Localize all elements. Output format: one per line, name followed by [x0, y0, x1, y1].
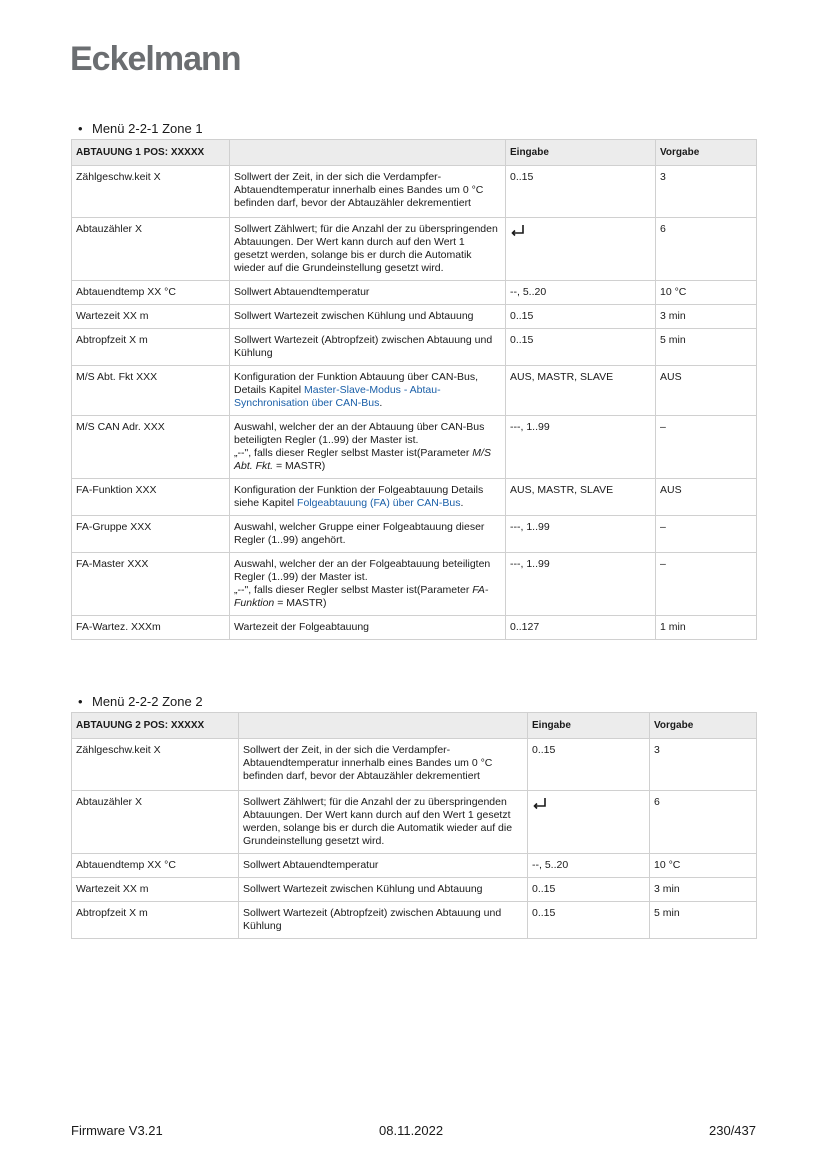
param-input: 0..15 [506, 305, 656, 329]
desc-text: Konfiguration der Funktion Abtauung über CAN-Bus, Details Kapitel [234, 371, 478, 396]
param-desc: Auswahl, welcher Gruppe einer Folgeabtauung dieser Regler (1..99) angehört. [230, 516, 506, 553]
param-default: 6 [650, 791, 757, 854]
table-header-row [72, 713, 757, 739]
param-default: – [656, 553, 757, 616]
table-row [72, 218, 757, 281]
table-row [72, 366, 757, 416]
desc-text: „--", falls dieser Regler selbst Master ist(Parameter [234, 584, 473, 596]
header-cell: ABTAUUNG 2 POS: XXXXX [72, 713, 239, 739]
desc-text: Konfiguration der Funktion der Folgeabtauung Details siehe Kapitel [234, 484, 484, 509]
table-row [72, 166, 757, 218]
param-desc: Sollwert Zählwert; für die Anzahl der zu überspringenden Abtauungen. Der Wert kann durch auf den Wert 1 gesetzt werden, solange bis er durch die Automatik wieder auf die Grundeinstellung gesetzt wird. [239, 791, 528, 854]
enter-icon [510, 223, 526, 237]
header-cell: Vorgabe [656, 140, 757, 166]
param-input: --, 5..20 [528, 854, 650, 878]
table-row [72, 616, 757, 640]
param-name: FA-Funktion XXX [72, 479, 230, 516]
section-heading-text: Menü 2-2-1 Zone 1 [92, 121, 203, 136]
param-desc: Sollwert Wartezeit (Abtropfzeit) zwischen Abtauung und Kühlung [230, 329, 506, 366]
param-input: 0..15 [528, 739, 650, 791]
param-default: 10 °C [650, 854, 757, 878]
param-desc [230, 553, 506, 616]
param-name: FA-Wartez. XXXm [72, 616, 230, 640]
table-row [72, 329, 757, 366]
header-cell: ABTAUUNG 1 POS: XXXXX [72, 140, 230, 166]
param-input [528, 791, 650, 854]
param-default: 5 min [656, 329, 757, 366]
table-row [72, 854, 757, 878]
param-name: Abtauzähler X [72, 218, 230, 281]
param-input: 0..127 [506, 616, 656, 640]
param-default: AUS [656, 366, 757, 416]
param-name: M/S Abt. Fkt XXX [72, 366, 230, 416]
header-cell: Eingabe [528, 713, 650, 739]
desc-text: Auswahl, welcher der an der Abtauung über CAN-Bus beteiligten Regler (1..99) der Master ist. [234, 421, 485, 446]
param-name: Abtauendtemp XX °C [72, 854, 239, 878]
bullet-icon: • [78, 694, 83, 709]
param-default: 3 [650, 739, 757, 791]
footer-firmware: Firmware V3.21 [71, 1123, 163, 1138]
section-heading-zone-2 [78, 694, 203, 709]
param-default: 5 min [650, 902, 757, 939]
table-row [72, 416, 757, 479]
param-name: Abtropfzeit X m [72, 902, 239, 939]
param-desc: Sollwert Wartezeit zwischen Kühlung und Abtauung [239, 878, 528, 902]
param-name: FA-Master XXX [72, 553, 230, 616]
param-input [506, 218, 656, 281]
eckelmann-logo: Eckelmann [70, 40, 241, 78]
param-default: 3 min [650, 878, 757, 902]
param-desc [230, 366, 506, 416]
table-row [72, 516, 757, 553]
param-input: AUS, MASTR, SLAVE [506, 366, 656, 416]
param-default: – [656, 516, 757, 553]
param-default: 10 °C [656, 281, 757, 305]
table-row [72, 878, 757, 902]
footer-page-number: 230/437 [709, 1123, 756, 1138]
param-name: Abtauendtemp XX °C [72, 281, 230, 305]
param-input: ---, 1..99 [506, 416, 656, 479]
desc-text: „--", falls dieser Regler selbst Master ist(Parameter [234, 447, 473, 459]
param-desc [230, 416, 506, 479]
param-default: 6 [656, 218, 757, 281]
footer-date: 08.11.2022 [379, 1123, 444, 1138]
param-name: FA-Gruppe XXX [72, 516, 230, 553]
table-row [72, 739, 757, 791]
param-ref: FA-Funktion [234, 584, 489, 609]
param-name: Abtropfzeit X m [72, 329, 230, 366]
header-cell: Vorgabe [650, 713, 757, 739]
desc-text: = MASTR) [274, 597, 327, 609]
param-desc: Sollwert Wartezeit zwischen Kühlung und Abtauung [230, 305, 506, 329]
table-row [72, 479, 757, 516]
header-cell [239, 713, 528, 739]
param-default: 3 min [656, 305, 757, 329]
param-input: 0..15 [506, 166, 656, 218]
desc-text: Auswahl, welcher der an der Folgeabtauung beteiligten Regler (1..99) der Master ist. [234, 558, 491, 583]
param-default: AUS [656, 479, 757, 516]
table-row [72, 791, 757, 854]
param-input: 0..15 [528, 902, 650, 939]
param-name: Zählgeschw.keit X [72, 739, 239, 791]
param-desc: Sollwert Wartezeit (Abtropfzeit) zwischen Abtauung und Kühlung [239, 902, 528, 939]
desc-text: . [379, 397, 383, 409]
param-name: Wartezeit XX m [72, 878, 239, 902]
desc-text: . [460, 497, 464, 509]
param-desc [230, 479, 506, 516]
enter-icon [532, 796, 548, 810]
parameter-table-zone-2 [71, 712, 757, 939]
param-default: 1 min [656, 616, 757, 640]
param-input: 0..15 [506, 329, 656, 366]
desc-text: = MASTR) [273, 460, 326, 472]
header-cell [230, 140, 506, 166]
param-input: AUS, MASTR, SLAVE [506, 479, 656, 516]
param-name: Wartezeit XX m [72, 305, 230, 329]
table-row [72, 553, 757, 616]
param-input: ---, 1..99 [506, 516, 656, 553]
folgeabtauung-link[interactable]: Folgeabtauung (FA) über CAN-Bus [297, 497, 461, 509]
param-ref: M/S Abt. Fkt. [234, 447, 491, 472]
param-input: --, 5..20 [506, 281, 656, 305]
param-name: M/S CAN Adr. XXX [72, 416, 230, 479]
param-desc: Sollwert der Zeit, in der sich die Verdampfer-Abtauendtemperatur innerhalb eines Bandes um 0 °C befinden darf, bevor der Abtauzähler dekrementiert [230, 166, 506, 218]
parameter-table-zone-1 [71, 139, 757, 640]
table-header-row [72, 140, 757, 166]
section-heading-text: Menü 2-2-2 Zone 2 [92, 694, 203, 709]
param-desc: Sollwert der Zeit, in der sich die Verdampfer-Abtauendtemperatur innerhalb eines Bandes um 0 °C befinden darf, bevor der Abtauzähler dekrementiert [239, 739, 528, 791]
param-desc: Sollwert Abtauendtemperatur [230, 281, 506, 305]
section-heading-zone-1 [78, 121, 203, 136]
param-name: Zählgeschw.keit X [72, 166, 230, 218]
header-cell: Eingabe [506, 140, 656, 166]
table-row [72, 902, 757, 939]
table-row [72, 281, 757, 305]
param-desc: Sollwert Zählwert; für die Anzahl der zu überspringenden Abtauungen. Der Wert kann durch auf den Wert 1 gesetzt werden, solange bis er durch die Automatik wieder auf die Grundeinstellung gesetzt wird. [230, 218, 506, 281]
param-input: 0..15 [528, 878, 650, 902]
param-name: Abtauzähler X [72, 791, 239, 854]
bullet-icon: • [78, 121, 83, 136]
param-desc: Sollwert Abtauendtemperatur [239, 854, 528, 878]
master-slave-link[interactable]: Master-Slave-Modus - Abtau-Synchronisation über CAN-Bus [234, 384, 441, 409]
param-input: ---, 1..99 [506, 553, 656, 616]
param-default: – [656, 416, 757, 479]
table-row [72, 305, 757, 329]
param-desc: Wartezeit der Folgeabtauung [230, 616, 506, 640]
param-default: 3 [656, 166, 757, 218]
